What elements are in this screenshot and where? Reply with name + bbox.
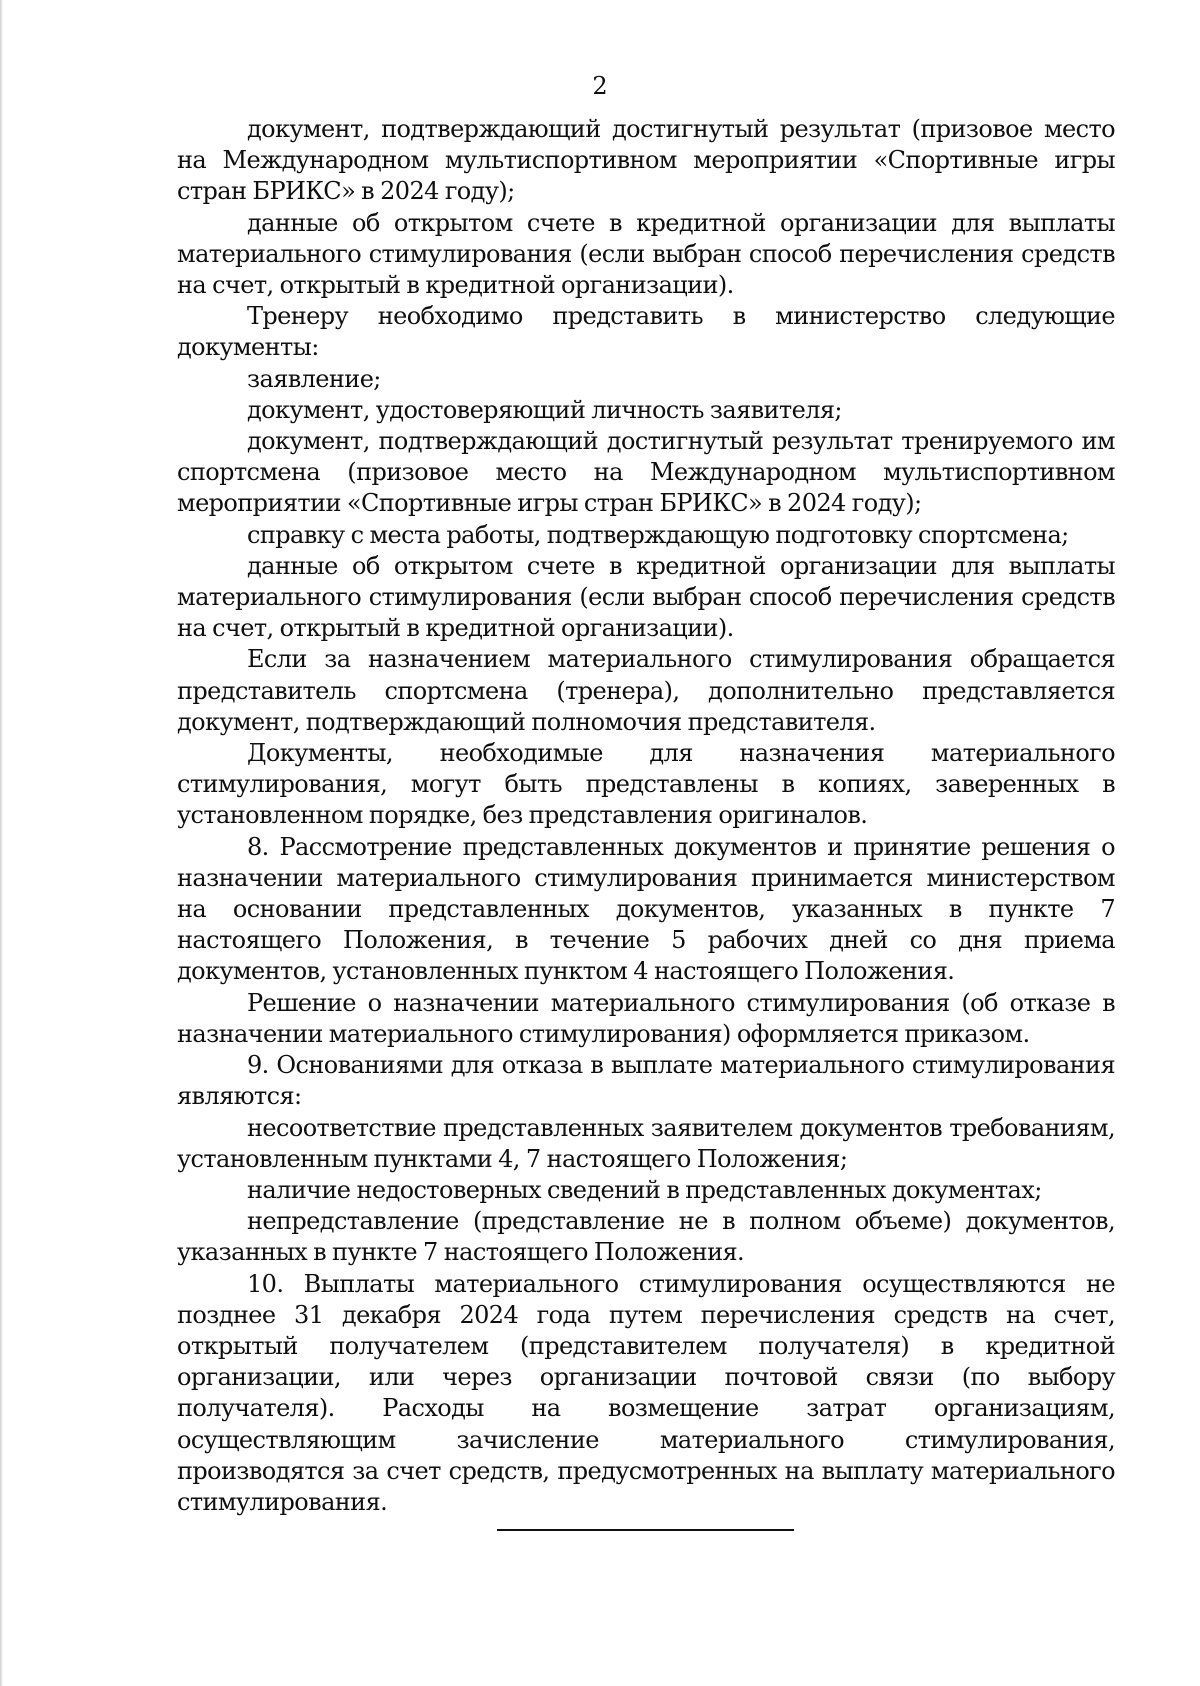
paragraph: справку с места работы, подтверждающую подготовку спортсмена; <box>247 520 1069 549</box>
paragraph: наличие недостоверных сведений в представленных документах; <box>247 1175 1042 1204</box>
paragraph: 8. Рассмотрение представленных документов и принятие решения о назначении материального стимулирования принимается министерством на основании представленных документов, указанных в пункте 7 настоящего Положения, в течение 5 рабочих дней со дня приема документов, установленных пунктом 4 настоящего Положения. <box>177 832 1115 986</box>
paragraph: заявление; <box>247 364 381 393</box>
closing-rule <box>497 1529 794 1531</box>
paragraph: несоответствие представленных заявителем документов требованиям, установленным пунктами 4, 7 настоящего Положения; <box>177 1113 1115 1173</box>
paragraph: Документы, необходимые для назначения материального стимулирования, могут быть представлены в копиях, заверенных в установленном порядке, без представления оригиналов. <box>177 739 1115 830</box>
paragraph: Если за назначением материального стимулирования обращается представитель спортсмена (тренера), дополнительно представляется документ, подтверждающий полномочия представителя. <box>177 645 1115 736</box>
paragraph: Решение о назначении материального стимулирования (об отказе в назначении материального стимулирования) оформляется приказом. <box>177 988 1115 1048</box>
paragraph: документ, подтверждающий достигнутый результат тренируемого им спортсмена (призовое место на Международном мультиспортивном мероприятии «Спортивные игры стран БРИКС» в 2024 году); <box>177 427 1115 518</box>
paragraph: 10. Выплаты материального стимулирования осуществляются не позднее 31 декабря 2024 года путем перечисления средств на счет, открытый получателем (представителем получателя) в кредитной организации, или через организации почтовой связи (по выбору получателя). Расходы на возмещение затрат организациям, осуществляющим зачисление материального стимулирования, производятся за счет средств, предусмотренных на выплату материального стимулирования. <box>177 1269 1115 1516</box>
paragraph: непредставление (представление не в полном объеме) документов, указанных в пункте 7 настоящего Положения. <box>177 1207 1115 1267</box>
paragraph: данные об открытом счете в кредитной организации для выплаты материального стимулирования (если выбран способ перечисления средств на счет, открытый в кредитной организации). <box>177 208 1115 300</box>
document-body <box>177 114 1115 1518</box>
paragraph: документ, удостоверяющий личность заявителя; <box>247 395 842 424</box>
paragraph: данные об открытом счете в кредитной организации для выплаты материального стимулирования (если выбран способ перечисления средств на счет, открытый в кредитной организации). <box>177 551 1115 643</box>
paragraph: документ, подтверждающий достигнутый результат (призовое место на Международном мультиспортивном мероприятии «Спортивные игры стран БРИКС» в 2024 году); <box>177 115 1115 206</box>
paragraph: Тренеру необходимо представить в министерство следующие документы: <box>177 302 1115 362</box>
paragraph: 9. Основаниями для отказа в выплате материального стимулирования являются: <box>177 1051 1115 1111</box>
page-number: 2 <box>592 72 608 100</box>
scan-edge <box>0 0 3 1686</box>
